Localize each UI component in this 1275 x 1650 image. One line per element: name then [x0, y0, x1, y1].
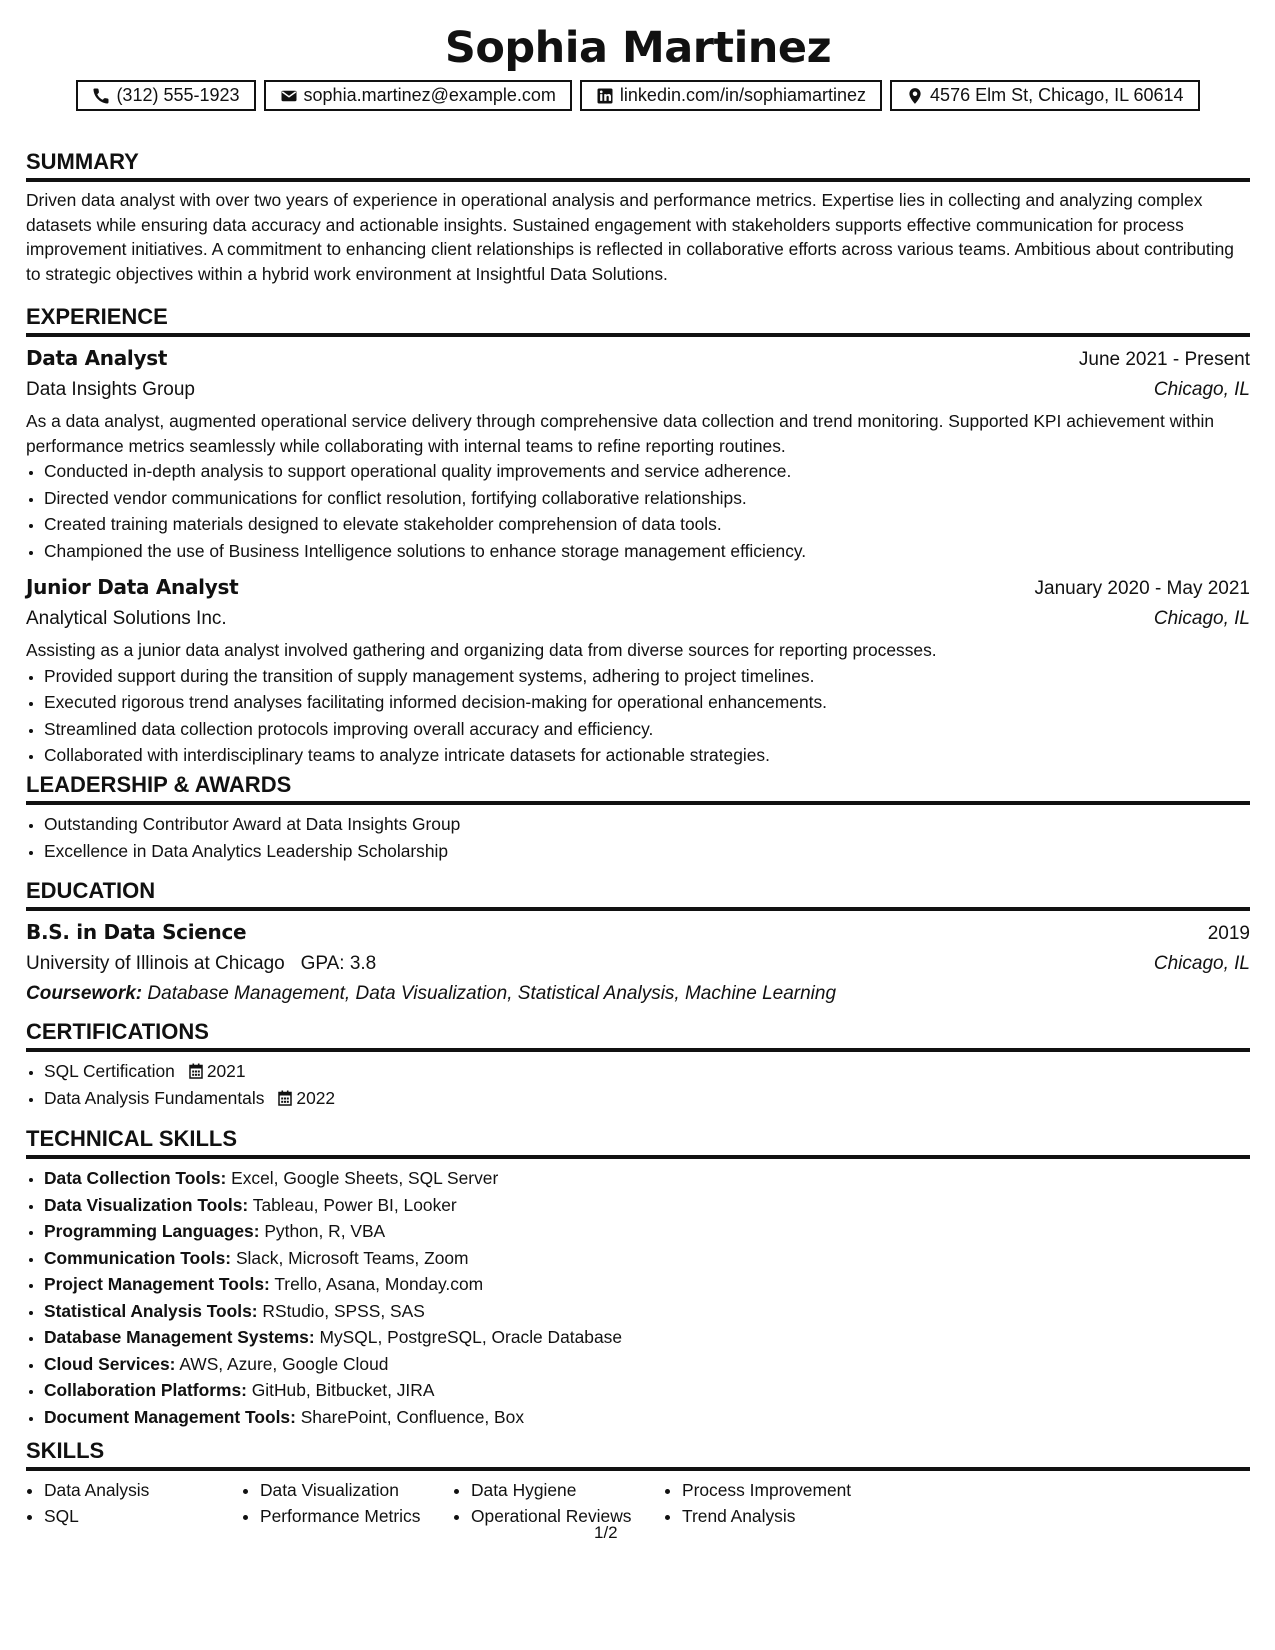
contact-email[interactable]: [264, 80, 572, 111]
coursework-list: Database Management, Data Visualization, Statistical Analysis, Machine Learning: [147, 983, 837, 1004]
certification-year: 2021: [206, 1061, 246, 1081]
list-item: [44, 1324, 1250, 1351]
skill-category: Communication Tools:: [44, 1247, 232, 1268]
skill-values: RStudio, SPSS, SAS: [262, 1300, 425, 1321]
skill-item: SQL: [44, 1506, 79, 1526]
skills-section: [26, 1437, 1250, 1529]
list-item: • Conducted in-depth analysis to support operational quality improvements and service adherence.: [44, 458, 1250, 485]
contact-bar: [26, 80, 1250, 111]
school-location: Chicago, IL: [1153, 953, 1250, 974]
skill-values: SharePoint, Confluence, Box: [300, 1406, 525, 1427]
skill-item: Trend Analysis: [682, 1506, 796, 1526]
job-title: Junior Data Analyst: [26, 575, 239, 599]
list-item: [44, 1218, 1250, 1245]
certification-item: [44, 1058, 1250, 1085]
list-item: [44, 1245, 1250, 1272]
job-location: Chicago, IL: [1153, 379, 1250, 400]
summary-section: [26, 148, 1250, 286]
skill-item: Process Improvement: [682, 1480, 852, 1500]
job-company: Analytical Solutions Inc.: [26, 608, 227, 629]
skill-category: Database Management Systems:: [44, 1327, 315, 1347]
skill-values: Tableau, Power BI, Looker: [252, 1194, 457, 1215]
skill-category: Collaboration Platforms:: [44, 1380, 247, 1400]
list-item: [44, 1351, 1250, 1378]
contact-address: [890, 80, 1200, 111]
contact-linkedin[interactable]: [580, 80, 882, 111]
skill-item: Operational Reviews: [471, 1506, 632, 1526]
gpa: GPA: 3.8: [300, 953, 377, 974]
skill-category: Project Management Tools:: [44, 1274, 270, 1294]
skill-item: Data Visualization: [260, 1480, 399, 1500]
email-text[interactable]: sophia.martinez@example.com: [303, 85, 556, 105]
calendar-icon: [189, 1063, 203, 1079]
skill-values: MySQL, PostgreSQL, Oracle Database: [319, 1327, 623, 1347]
list-item: • Championed the use of Business Intelligence solutions to enhance storage management efficiency.: [44, 538, 1250, 565]
education-section: [26, 877, 1250, 1009]
skill-values: Slack, Microsoft Teams, Zoom: [235, 1247, 469, 1268]
job-company: Data Insights Group: [26, 379, 195, 400]
linkedin-text[interactable]: linkedin.com/in/sophiamartinez: [619, 85, 867, 105]
job-bullets: [26, 458, 1250, 564]
leadership-list: [26, 811, 1250, 864]
skill-values: GitHub, Bitbucket, JIRA: [251, 1380, 435, 1400]
school-name: University of Illinois at Chicago: [26, 953, 285, 974]
skill-category: Cloud Services:: [44, 1353, 176, 1374]
list-item: • Executed rigorous trend analyses facilitating informed decision-making for operational enhancements.: [44, 689, 1250, 716]
leadership-heading: LEADERSHIP & AWARDS: [26, 771, 1250, 805]
skill-category: Data Collection Tools:: [44, 1168, 227, 1188]
skill-values: Python, R, VBA: [264, 1221, 386, 1241]
list-item: • Excellence in Data Analytics Leadership Scholarship: [44, 838, 1250, 865]
list-item: [44, 1271, 1250, 1298]
address-text: 4576 Elm St, Chicago, IL 60614: [930, 85, 1184, 105]
skill-item: Data Hygiene: [471, 1480, 577, 1500]
skills-grid: [26, 1477, 1250, 1529]
technical-skills-list: [26, 1165, 1250, 1430]
skill-category: Document Management Tools:: [44, 1406, 296, 1427]
list-item: [44, 1404, 1250, 1431]
job-dates: June 2021 - Present: [1078, 349, 1250, 370]
list-item: • Streamlined data collection protocols improving overall accuracy and efficiency.: [44, 716, 1250, 743]
job-dates: January 2020 - May 2021: [1034, 578, 1250, 599]
certification-item: [44, 1085, 1250, 1112]
resume-page: [26, 0, 1250, 1526]
certifications-heading: CERTIFICATIONS: [26, 1018, 1250, 1052]
technical-skills-heading: TECHNICAL SKILLS: [26, 1125, 1250, 1159]
skill-values: Trello, Asana, Monday.com: [274, 1274, 484, 1294]
phone-text: (312) 555-1923: [116, 85, 240, 105]
list-item: • Outstanding Contributor Award at Data Insights Group: [44, 811, 1250, 838]
graduation-year: 2019: [1207, 923, 1250, 944]
list-item: • Provided support during the transition of supply management systems, adhering to project timelines.: [44, 663, 1250, 690]
experience-heading: EXPERIENCE: [26, 303, 1250, 337]
skill-values: AWS, Azure, Google Cloud: [179, 1353, 389, 1374]
job-entry: [26, 572, 1250, 769]
list-item: • Collaborated with interdisciplinary teams to analyze intricate datasets for actionable strategies.: [44, 742, 1250, 769]
job-location: Chicago, IL: [1153, 608, 1250, 629]
skill-category: Statistical Analysis Tools:: [44, 1300, 258, 1321]
skill-values: Excel, Google Sheets, SQL Server: [231, 1168, 499, 1188]
leadership-section: [26, 771, 1250, 864]
envelope-icon: [280, 87, 298, 105]
calendar-icon: [278, 1090, 292, 1106]
contact-phone: [76, 80, 255, 111]
certification-name: SQL Certification: [44, 1061, 175, 1081]
page-number: 1/2: [594, 1523, 618, 1542]
job-bullets: [26, 663, 1250, 769]
list-item: [44, 1298, 1250, 1325]
linkedin-icon: [596, 87, 614, 105]
coursework: [26, 979, 1250, 1009]
list-item: • Directed vendor communications for conflict resolution, fortifying collaborative relationships.: [44, 485, 1250, 512]
candidate-name: Sophia Martinez: [444, 23, 832, 73]
skill-item: Performance Metrics: [260, 1506, 421, 1526]
summary-heading: SUMMARY: [26, 148, 1250, 182]
job-description: As a data analyst, augmented operational service delivery through comprehensive data collection and trend monitoring. Supported KPI achievement within performance metrics seamlessly while collaborating with internal teams to refine reporting routines.: [26, 411, 1215, 456]
job-title: Data Analyst: [26, 346, 168, 370]
list-item: [44, 1377, 1250, 1404]
certification-year: 2022: [296, 1087, 336, 1108]
job-description: Assisting as a junior data analyst involved gathering and organizing data from diverse sources for reporting processes.: [26, 640, 937, 660]
certifications-list: [26, 1058, 1250, 1111]
skill-category: Data Visualization Tools:: [44, 1194, 249, 1215]
coursework-label: Coursework:: [26, 983, 143, 1004]
list-item: [44, 1165, 1250, 1192]
phone-icon: [92, 87, 110, 105]
school-line: [26, 949, 376, 979]
list-item: • Created training materials designed to elevate stakeholder comprehension of data tools.: [44, 511, 1250, 538]
certification-name: Data Analysis Fundamentals: [44, 1087, 265, 1108]
job-entry: [26, 343, 1250, 564]
education-heading: EDUCATION: [26, 877, 1250, 911]
list-item: [44, 1192, 1250, 1219]
skill-category: Programming Languages:: [44, 1221, 260, 1241]
certifications-section: [26, 1018, 1250, 1111]
skills-heading: SKILLS: [26, 1437, 1250, 1471]
map-pin-icon: [906, 87, 924, 105]
summary-text: Driven data analyst with over two years of experience in operational analysis and performance metrics. Expertise lies in collecting and analyzing complex datasets while ensuring data accuracy and actionable insights. Sustained engagement with stakeholders supports effective communication for process improvement initiatives. A commitment to enhancing client relationships is reflected in collaborative efforts across various teams. Ambitious about contributing to strategic objectives within a hybrid work environment at Insightful Data Solutions.: [26, 190, 1234, 284]
experience-section: [26, 303, 1250, 769]
skill-item: Data Analysis: [44, 1480, 150, 1500]
degree: B.S. in Data Science: [26, 920, 247, 944]
technical-skills-section: [26, 1125, 1250, 1430]
